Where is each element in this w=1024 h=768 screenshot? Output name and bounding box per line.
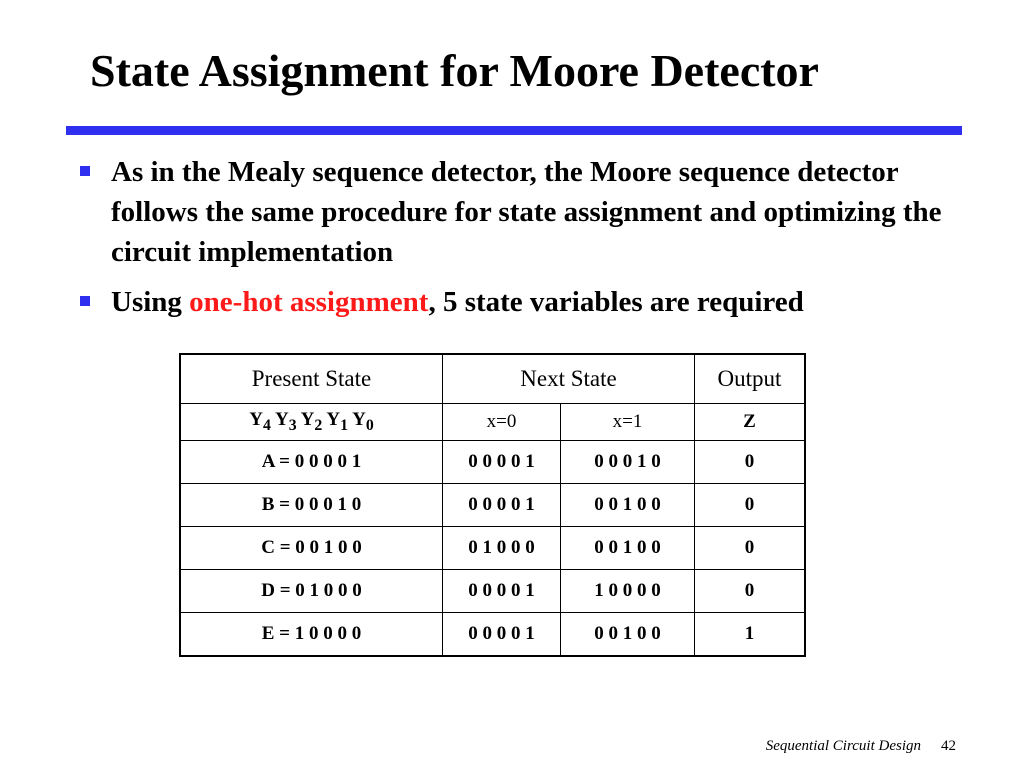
subheader-x1: x=1 bbox=[561, 404, 695, 441]
table-row bbox=[180, 613, 805, 657]
slide-footer bbox=[766, 738, 956, 755]
next-state-x0-cell: 0 1 0 0 0 bbox=[443, 527, 561, 570]
header-output: Output bbox=[695, 354, 806, 404]
table-row bbox=[180, 441, 805, 484]
state-table bbox=[179, 353, 806, 657]
title-divider bbox=[66, 126, 962, 135]
bullet-text-suffix: , 5 state variables are required bbox=[428, 286, 804, 318]
present-state-cell: C = 0 0 1 0 0 bbox=[180, 527, 443, 570]
present-state-cell: D = 0 1 0 0 0 bbox=[180, 570, 443, 613]
table-header-row bbox=[180, 354, 805, 404]
output-cell: 0 bbox=[695, 570, 806, 613]
header-next-state: Next State bbox=[443, 354, 695, 404]
next-state-x0-cell: 0 0 0 0 1 bbox=[443, 613, 561, 657]
course-name: Sequential Circuit Design bbox=[765, 738, 921, 754]
next-state-x0-cell: 0 0 0 0 1 bbox=[443, 570, 561, 613]
next-state-x0-cell: 0 0 0 0 1 bbox=[443, 441, 561, 484]
next-state-x1-cell: 0 0 1 0 0 bbox=[561, 484, 695, 527]
bullet-item bbox=[80, 282, 960, 322]
present-state-cell: E = 1 0 0 0 0 bbox=[180, 613, 443, 657]
bullet-text-prefix: Using bbox=[111, 286, 190, 318]
square-bullet-icon bbox=[80, 166, 90, 176]
next-state-x0-cell: 0 0 0 0 1 bbox=[443, 484, 561, 527]
state-variables-label: $Y_4$ $Y_3$ $Y_2$ $Y_1$ $Y_0$ bbox=[180, 404, 443, 441]
table-subheader-row bbox=[180, 404, 805, 441]
subheader-x0: x=0 bbox=[443, 404, 561, 441]
bullet-text: As in the Mealy sequence detector, the Moore sequence detector follows the same procedure for state assignment and optimizing the circuit implementation bbox=[111, 156, 942, 268]
table-row bbox=[180, 484, 805, 527]
table-row bbox=[180, 570, 805, 613]
slide-title: State Assignment for Moore Detector bbox=[90, 45, 819, 96]
output-cell: 1 bbox=[695, 613, 806, 657]
header-present-state: Present State bbox=[180, 354, 443, 404]
bullet-list bbox=[80, 152, 960, 332]
output-cell: 0 bbox=[695, 484, 806, 527]
present-state-cell: B = 0 0 0 1 0 bbox=[180, 484, 443, 527]
next-state-x1-cell: 0 0 1 0 0 bbox=[561, 527, 695, 570]
table-row bbox=[180, 527, 805, 570]
next-state-x1-cell: 0 0 0 1 0 bbox=[561, 441, 695, 484]
output-cell: 0 bbox=[695, 441, 806, 484]
subheader-z: Z bbox=[695, 404, 806, 441]
next-state-x1-cell: 1 0 0 0 0 bbox=[561, 570, 695, 613]
square-bullet-icon bbox=[80, 296, 90, 306]
bullet-item bbox=[80, 152, 960, 272]
output-cell: 0 bbox=[695, 527, 806, 570]
highlighted-term: one-hot assignment bbox=[189, 286, 429, 318]
next-state-x1-cell: 0 0 1 0 0 bbox=[561, 613, 695, 657]
present-state-cell: A = 0 0 0 0 1 bbox=[180, 441, 443, 484]
page-number: 42 bbox=[941, 738, 956, 754]
